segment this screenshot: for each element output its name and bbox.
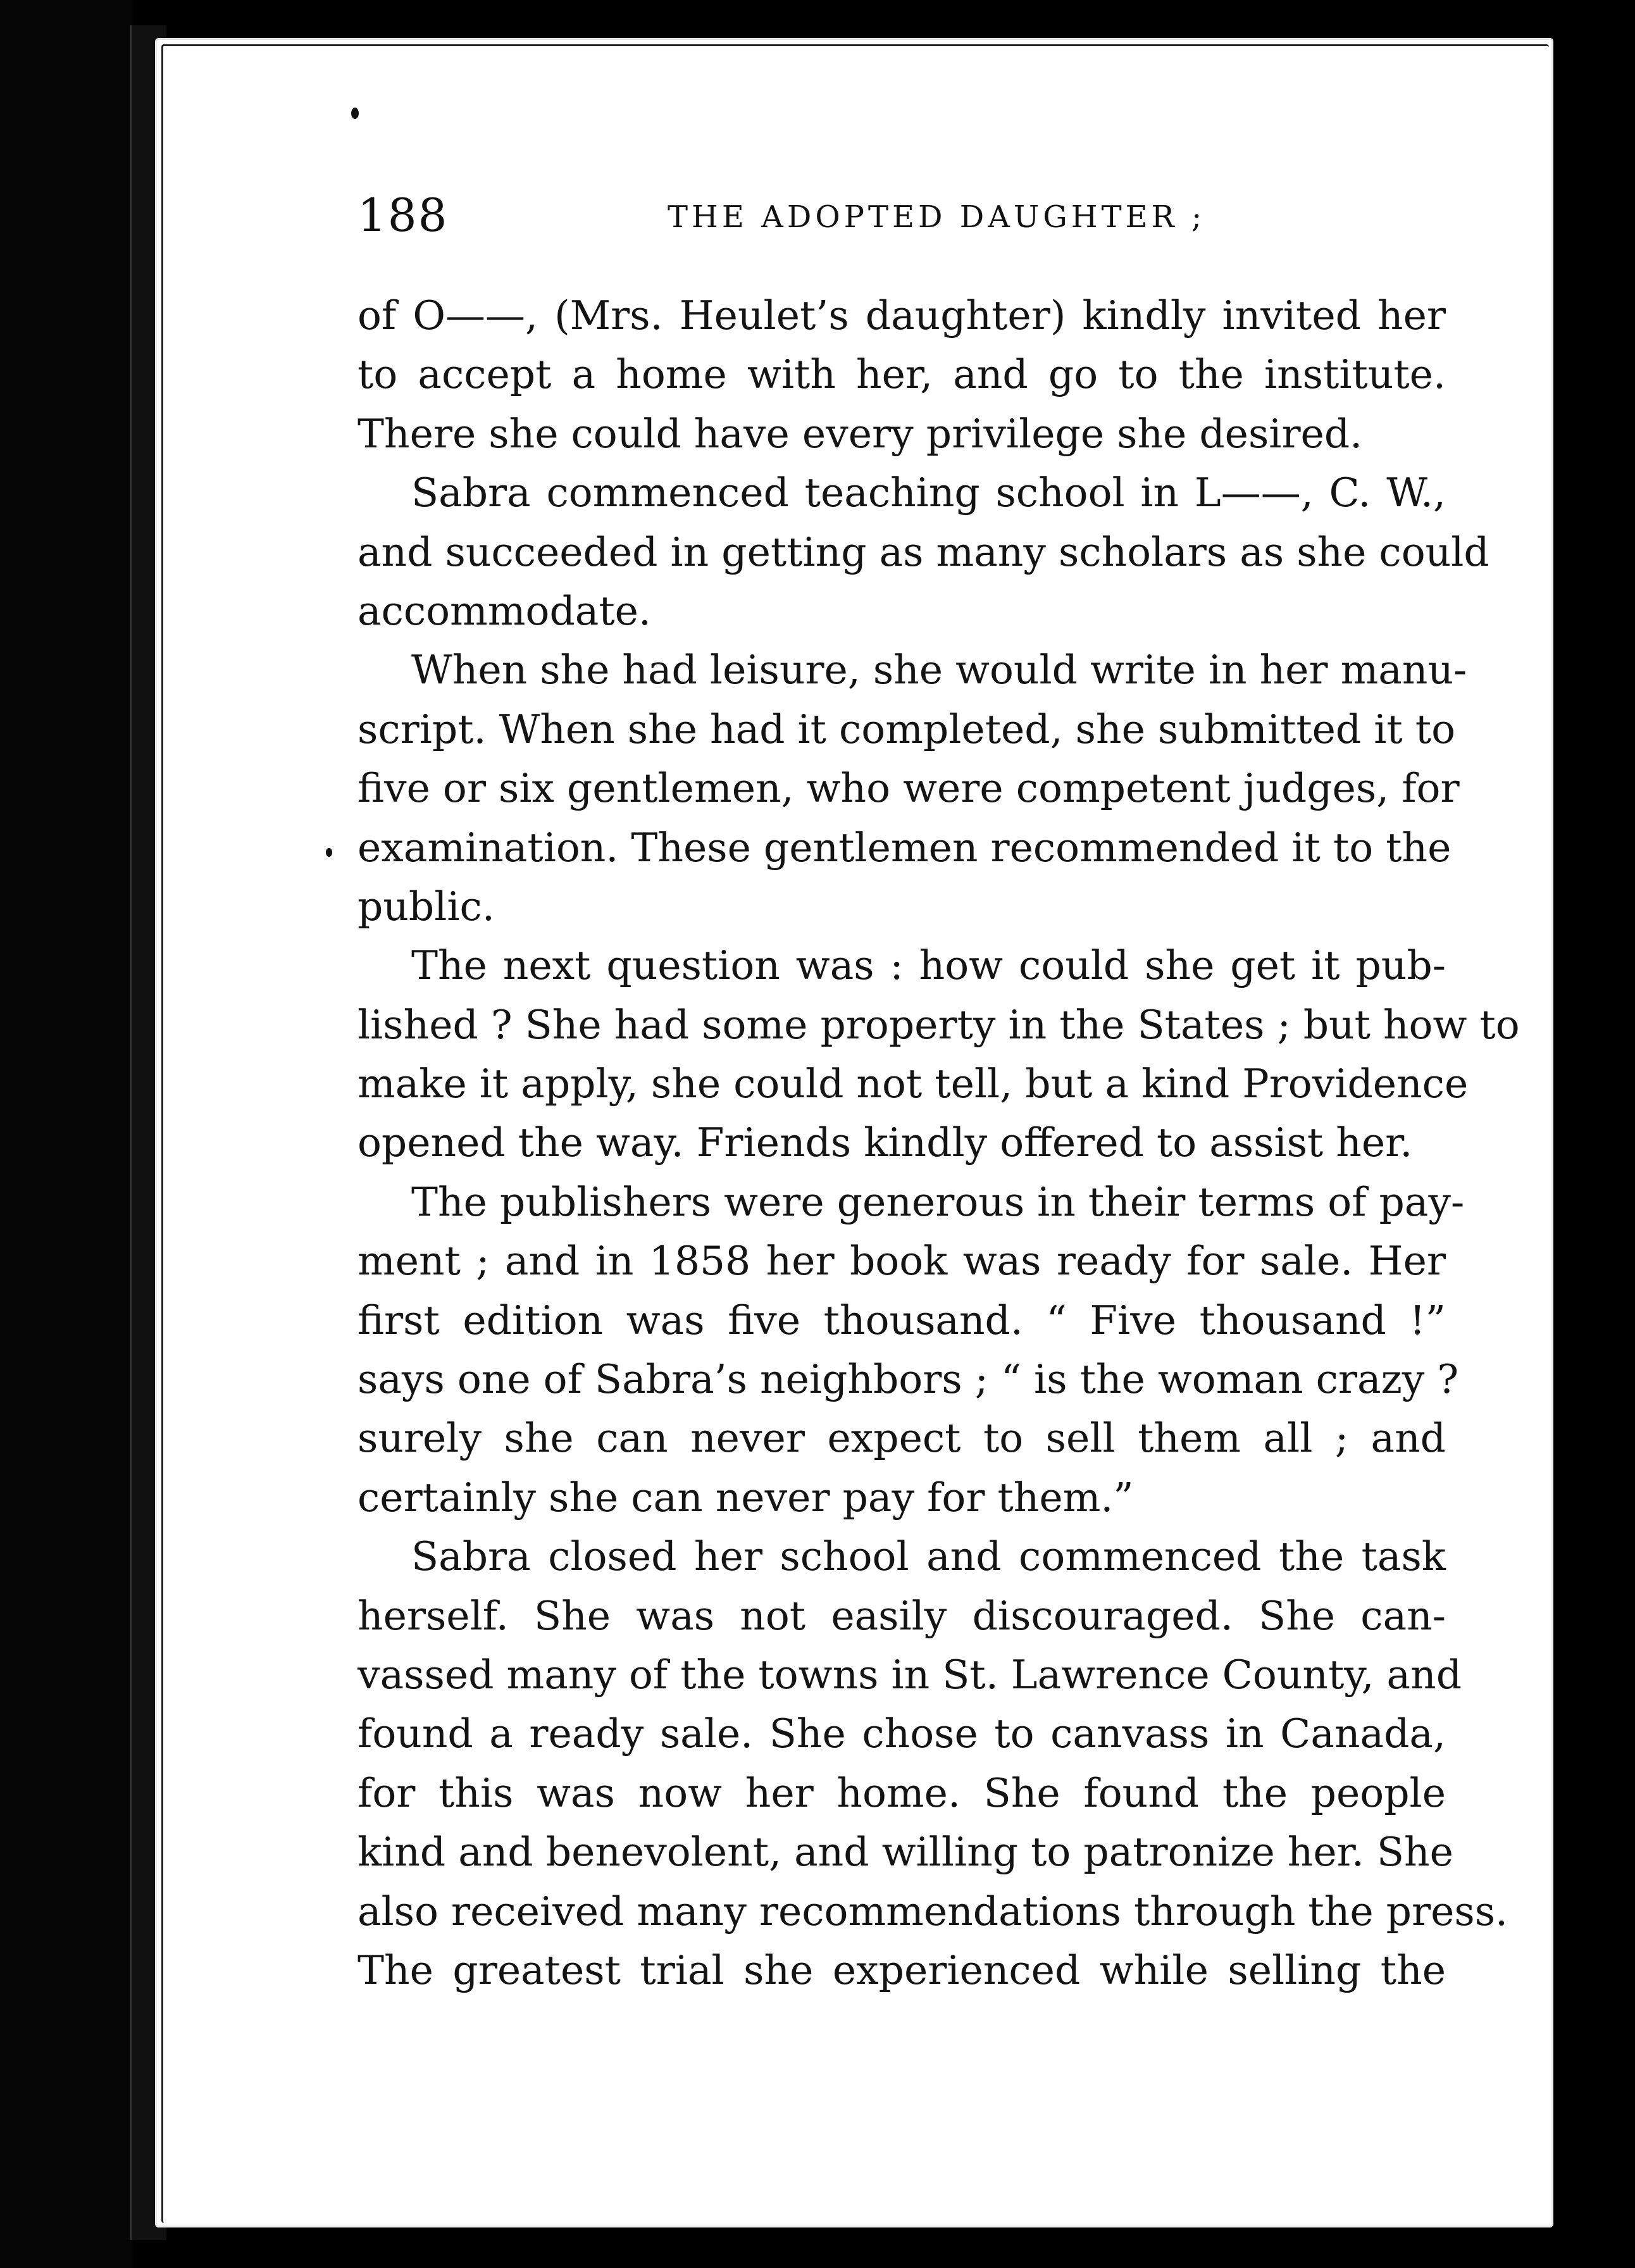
text-line: examination. These gentlemen recommended it to the bbox=[357, 824, 1452, 871]
ink-speck bbox=[351, 108, 359, 119]
text-line: When she had leisure, she would write in her manu- bbox=[411, 647, 1467, 694]
text-line: lished ? She had some property in the States ; but how to bbox=[357, 1001, 1520, 1048]
text-line: also received many recommendations through the press. bbox=[357, 1888, 1508, 1935]
text-line: to accept a home with her, and go to the institute. bbox=[357, 351, 1446, 398]
text-line: ment ; and in 1858 her book was ready for sale. Her bbox=[357, 1238, 1446, 1285]
running-title: THE ADOPTED DAUGHTER ; bbox=[668, 199, 1206, 235]
text-line: Sabra commenced teaching school in L——, C. W., bbox=[411, 470, 1446, 516]
text-line: of O——, (Mrs. Heulet’s daughter) kindly invited her bbox=[357, 292, 1446, 339]
left-page-edge bbox=[0, 0, 133, 2268]
ink-speck bbox=[326, 848, 332, 857]
text-line: script. When she had it completed, she submitted it to bbox=[357, 706, 1456, 752]
text-line: and succeeded in getting as many scholars as she could bbox=[357, 528, 1489, 575]
text-line: public. bbox=[357, 883, 495, 930]
text-line: The publishers were generous in their terms of pay- bbox=[411, 1178, 1465, 1225]
text-line: herself. She was not easily discouraged. She can- bbox=[357, 1592, 1446, 1639]
page-number: 188 bbox=[357, 189, 449, 242]
text-line: certainly she can never pay for them.” bbox=[357, 1474, 1134, 1521]
text-line: found a ready sale. She chose to canvass in Canada, bbox=[357, 1710, 1446, 1757]
text-line: first edition was five thousand. “ Five thousand !” bbox=[357, 1297, 1446, 1343]
right-shadow bbox=[1553, 0, 1635, 2268]
text-line: says one of Sabra’s neighbors ; “ is the woman crazy ? bbox=[357, 1356, 1459, 1403]
text-line: accommodate. bbox=[357, 587, 651, 634]
text-line: opened the way. Friends kindly offered to assist her. bbox=[357, 1119, 1413, 1166]
text-line: vassed many of the towns in St. Lawrence County, and bbox=[357, 1651, 1462, 1698]
text-line: The next question was : how could she get it pub- bbox=[411, 942, 1446, 989]
text-line: surely she can never expect to sell them all ; and bbox=[357, 1415, 1446, 1462]
body-text bbox=[357, 286, 1520, 2000]
text-line: Sabra closed her school and commenced the task bbox=[411, 1533, 1446, 1580]
text-line: The greatest trial she experienced while selling the bbox=[357, 1947, 1446, 1993]
running-head bbox=[357, 190, 1455, 240]
text-line: There she could have every privilege she desired. bbox=[357, 410, 1363, 457]
text-line: for this was now her home. She found the people bbox=[357, 1769, 1446, 1816]
text-line: make it apply, she could not tell, but a kind Providence bbox=[357, 1061, 1469, 1107]
text-line: kind and benevolent, and willing to patronize her. She bbox=[357, 1829, 1453, 1876]
text-line: five or six gentlemen, who were competent judges, for bbox=[357, 765, 1460, 812]
